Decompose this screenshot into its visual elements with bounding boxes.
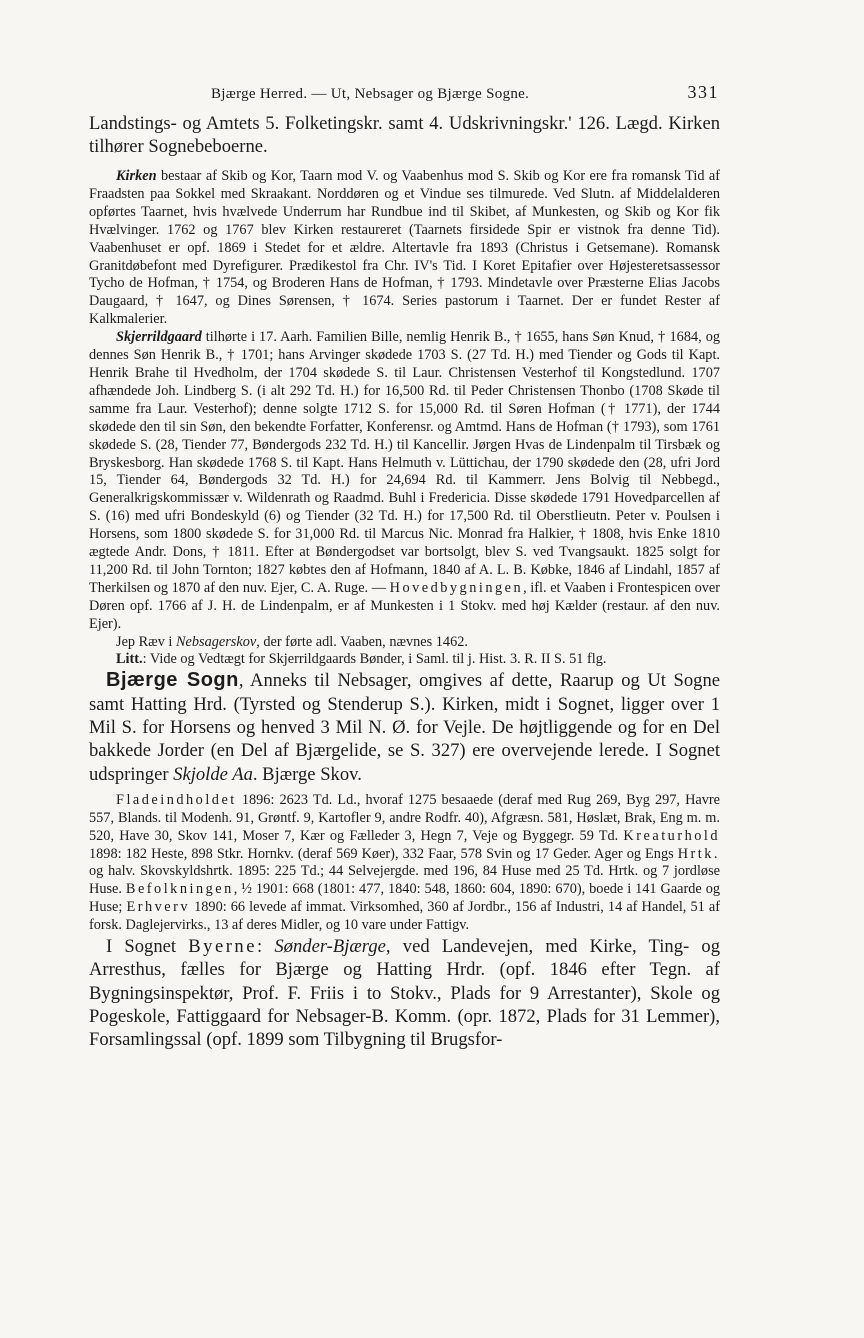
- skjerrild-label: Skjerrildgaard: [116, 329, 202, 346]
- kirken-text: bestaar af Skib og Kor, Taarn mod V. og Vaabenhus mod S. Skib og Kor ere fra romansk Tid af Fraadsten paa Sokkel med Skraakant. Norddøren og et Vindue ses tilmurede. Ved Slutn. af Middelalderen opførtes Taarnet, hvis hvælvede Underrum har Rundbue ind til Skibet, af Munkesten, og Skib og Kor fik Hvælvinger. 1762 og 1767 blev Kirken restaureret (Taarnets firsidede Spir er vistnok fra denne Tid). Vaabenhuset er opf. 1869 i Stedet for et ældre. Altertavle fra 1893 (Christus i Getsemane). Romansk Granitdøbefont med Dyrefigurer. Prædikestol fra Chr. IV's Tid. I Koret Epitafier over Højesteretsassessor Tycho de Hofman, † 1754, og Broderen Hans de Hofman, † 1793. Mindetavle over Præsterne Elias Jacobs Daugaard, † 1647, og Dines Sørensen, † 1674. Series pastorum i Taarnet. Der er fundet Rester af Kalkmalerier.: [89, 168, 720, 328]
- byerne-before: I Sognet: [106, 936, 189, 958]
- byerne-colon: :: [256, 936, 275, 958]
- stats-paragraph: [89, 792, 720, 935]
- byerne-text: , ved Landevejen, med Kirke, Ting- og Arresthus, fælles for Bjærge og Hatting Hrdr. (opf. 1846 efter Tegn. af Bygningsinspektør, Prof. F. Friis i to Stokv., Plads for 9 Arrestanter), Skole og Pogeskole, Fattiggaard for Nebsager-B. Komm. (opr. 1872, Plads for 31 Lemmer), Forsamlingssal (opf. 1899 som Tilbygning til Brugsfor-: [89, 936, 720, 1051]
- stats-text-4: , ½ 1901: 668 (1801: 477, 1840: 548, 1860: 604, 1890: 670), boede i 141 Gaarde og Huse;: [89, 881, 721, 916]
- jep-after: , der førte adl. Vaaben, nævnes 1462.: [256, 633, 468, 650]
- stats-text-3: og halv. Skovskyldshrtk. 1895: 225 Td.; 44 Selvejergde. med 196, 84 Huse med 25 Td. Hrtk. og 7 jordløse Huse.: [89, 863, 720, 898]
- stats-label-fladeindhold: Fladeindholdet: [116, 791, 237, 808]
- stats-label-befolkning: Befolkningen: [125, 881, 234, 898]
- skjerrild-paragraph: [89, 329, 720, 633]
- page-header: [211, 78, 719, 112]
- byerne-paragraph: [89, 935, 720, 1051]
- kirken-label: Kirken: [116, 168, 157, 184]
- hovedbygningen-label: Hovedbygningen: [389, 579, 524, 596]
- stats-text-1: 1896: 2623 Td. Ld., hvoraf 1275 besaaede (deraf med Rug 269, Byg 297, Havre 557, Blands. til Modenh. 91, Grøntf. 9, Kartofler 9, andre Rodfr. 40), Afgræsn. 581, Høslæt, Brak, Eng m. m. 520, Have 30, Skov 141, Moser 7, Kær og Fælleder 3, Hegn 7, Veje og Byggegr. 59 Td.: [89, 791, 720, 844]
- river-name: Skjolde Aa: [173, 763, 253, 785]
- kirken-paragraph: [89, 168, 720, 329]
- jep-place: Nebsagerskov: [175, 633, 257, 650]
- stats-label-erhverv: Erhverv: [126, 899, 191, 916]
- byerne-place: Sønder-Bjærge: [274, 936, 386, 958]
- skjerrild-text-after: , ifl. et Vaaben i Frontespicen over Døren opf. 1766 af J. H. de Lindenpalm, er af Munkesten i 1 Stokv. med høj Kælder (restaur. af den nuv. Ejer).: [89, 579, 720, 632]
- jep-before: Jep Ræv i: [116, 633, 176, 650]
- litt-paragraph: [89, 651, 720, 669]
- bjaerge-text-end: . Bjærge Skov.: [252, 763, 362, 785]
- litt-text: : Vide og Vedtægt for Skjerrildgaards Bønder, i Saml. til j. Hist. 3. R. II S. 51 flg.: [142, 651, 607, 668]
- stats-text-2: 1898: 182 Heste, 898 Stkr. Hornkv. (deraf 569 Køer), 332 Faar, 578 Svin og 17 Geder. Ager og Engs: [89, 845, 678, 862]
- text-column: [89, 112, 720, 1052]
- page-number: 331: [687, 82, 719, 102]
- running-title: Bjærge Herred. — Ut, Nebsager og Bjærge Sogne.: [211, 86, 530, 102]
- bjaerge-paragraph: [89, 669, 720, 785]
- litt-label: Litt.: [116, 651, 143, 668]
- skjerrild-text: tilhørte i 17. Aarh. Familien Bille, nemlig Henrik B., † 1655, hans Søn Knud, † 1684, og dennes Søn Henrik B., † 1701; hans Arvinger skødede 1703 S. (27 Td. H.) med Tiender og Gods til Kapt. Henrik Brahe til Hvedholm, der 1704 skødede S. til Laur. Christensen Vesterhof til Kongstedlund. 1707 afhændede Joh. Lindberg S. (i alt 292 Td. H.) for 16,500 Rd. til Peder Christensen Thonbo (1708 Skøde til samme fra Laur. Vesterhof); denne solgte 1712 S. for 15,000 Rd. til Søren Hofman († 1771), der 1744 skødede den til sin Søn, den bekendte Forfatter, Konferensr. og Amtmd. Hans de Hofman († 1793), som 1761 skødede S. (28, Tiender 77, Bøndergods 232 Td. H.) til Kancellir. Jørgen Hvas de Lindenpalm til Tirsbæk og Bryskesborg. Han skødede 1768 S. til Kapt. Hans Helmuth v. Lüttichau, der 1790 skødede den (28, ufri Jord 15, Tiender 64, Bøndergods 32 Td. H.) for 24,694 Rd. til Kammerr. Jens Bolvig til Nebbegd., Generalkrigskommissær v. Wildenrath og Raadmd. Buhl i Fredericia. Disse skødede 1791 Hovedparcellen af S. (16) med ufri Bondeskyld (6) og Tiender (32 Td. H.) for 17,500 Rd. til Oberstlieutn. Peter v. Poulsen i Horsens, som 1800 skødede S. for 31,000 Rd. til Marcus Nic. Monrad fra Halkier, † 1808, hvis Enke 1810 ægtede Andr. Dons, † 1811. Efter at Bøndergodset var bortsolgt, blev S. ved Tvangsaukt. 1825 solgt for 11,200 Rd. til John Tornton; 1827 købtes den af Hofmann, 1840 af A. L. B. Købke, 1846 af Lindahl, 1857 af Therkilsen og 1870 af den nuv. Ejer, C. A. Ruge. —: [89, 329, 720, 596]
- bjaerge-text: , Anneks til Nebsager, omgives af dette, Raarup og Ut Sogne samt Hatting Hrd. (Tyrsted og Stenderup S.). Kirken, midt i Sognet, ligger over 1 Mil S. for Horsens og henved 3 Mil N. Ø. for Vejle. De højtliggende og for en Del bakkede Jorder (en Del af Bjærgelide, se S. 327) ere overvejende lerede. I Sognet udspringer: [89, 670, 721, 785]
- bjaerge-title: Bjærge Sogn: [106, 669, 239, 692]
- intro-paragraph: Landstings- og Amtets 5. Folketingskr. samt 4. Udskrivningskr.' 126. Lægd. Kirken tilhører Sognebeboerne.: [89, 113, 720, 157]
- stats-label-kreaturhold: Kreaturhold: [623, 827, 720, 844]
- byerne-label: Byerne: [188, 936, 257, 958]
- jep-paragraph: [89, 634, 720, 652]
- stats-text-5: 1890: 66 levede af immat. Virksomhed, 360 af Jordbr., 156 af Industri, 14 af Handel, 51 af forsk. Daglejervirks., 13 af deres Midler, og 10 vare under Fattigv.: [89, 899, 720, 934]
- stats-label-hrtk: Hrtk.: [677, 845, 720, 862]
